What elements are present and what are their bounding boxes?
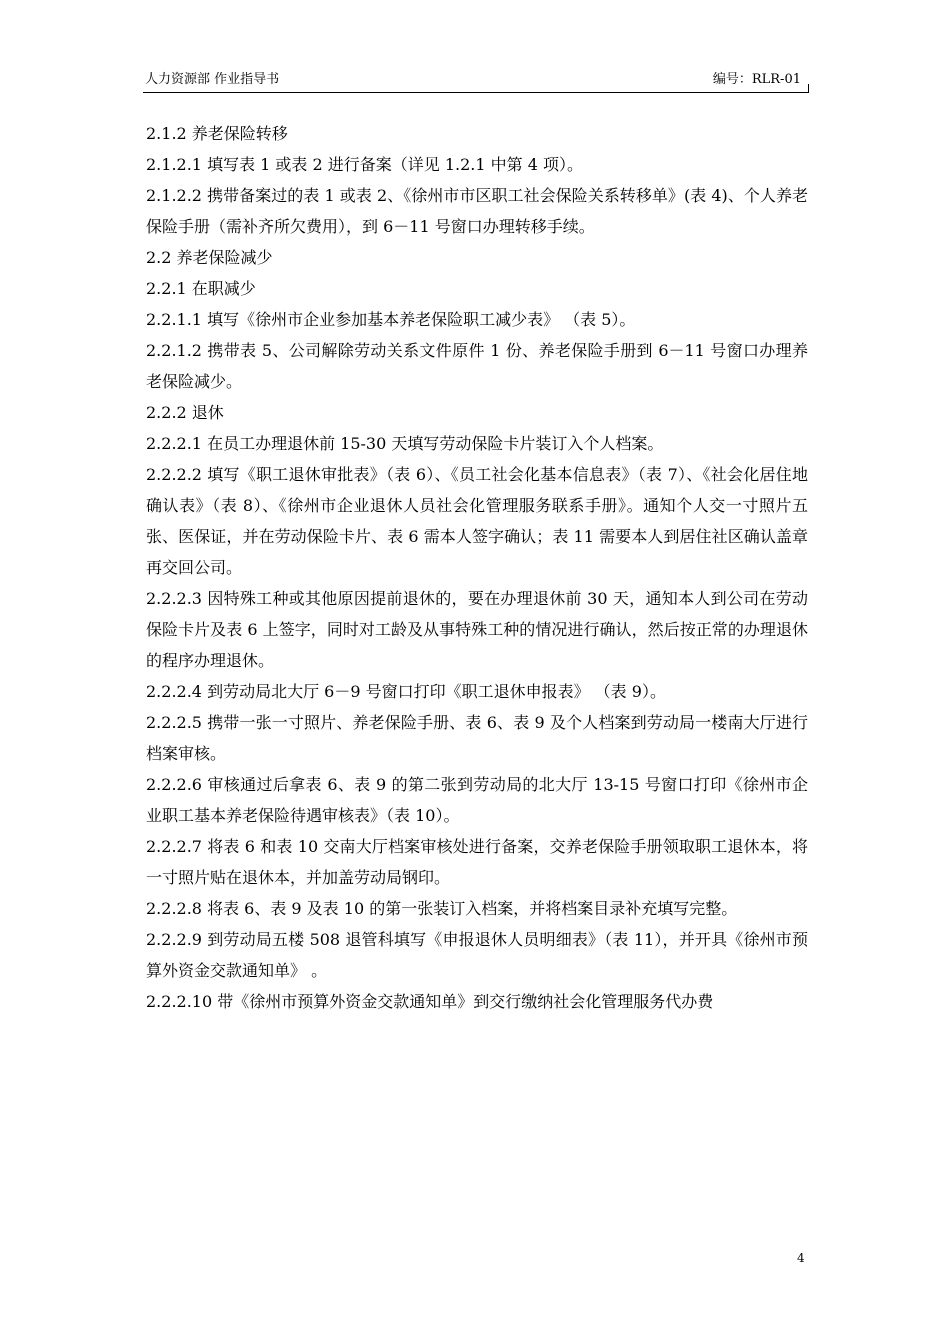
paragraph: 2.2.2.1 在员工办理退休前 15-30 天填写劳动保险卡片装订入个人档案。 [146, 434, 664, 453]
header-document-number: 编号：RLR-01 [712, 72, 801, 87]
document-body [146, 118, 808, 1017]
paragraph: 2.2.2.8 将表 6、表 9 及表 10 的第一张装订入档案，并将档案目录补充填写完整。 [146, 899, 738, 918]
section-heading: 2.1.2 养老保险转移 [146, 124, 288, 143]
header-divider [143, 92, 809, 93]
paragraph: 2.2.2.9 到劳动局五楼 508 退管科填写《申报退休人员明细表》（表 11），并开具《徐州市预算外资金交款通知单》 。 [146, 930, 808, 980]
paragraph: 2.2.2.7 将表 6 和表 10 交南大厅档案审核处进行备案，交养老保险手册领取职工退休本，将一寸照片贴在退休本，并加盖劳动局钢印。 [146, 837, 808, 887]
page-number: 4 [797, 1251, 805, 1265]
paragraph: 2.2.1.2 携带表 5、公司解除劳动关系文件原件 1 份、养老保险手册到 6－11 号窗口办理养老保险减少。 [146, 341, 808, 391]
section-heading: 2.2 养老保险减少 [146, 248, 273, 267]
section-heading: 2.2.2 退休 [146, 403, 224, 422]
paragraph: 2.1.2.2 携带备案过的表 1 或表 2、《徐州市市区职工社会保险关系转移单》(表 4)、个人养老保险手册（需补齐所欠费用），到 6－11 号窗口办理转移手续。 [146, 186, 808, 236]
paragraph: 2.2.2.6 审核通过后拿表 6、表 9 的第二张到劳动局的北大厅 13-15 号窗口打印《徐州市企业职工基本养老保险待遇审核表》（表 10）。 [146, 775, 808, 825]
paragraph: 2.2.2.2 填写《职工退休审批表》（表 6）、《员工社会化基本信息表》（表 7）、《社会化居住地确认表》（表 8）、《徐州市企业退休人员社会化管理服务联系手册》。通知个人交一寸照片五张、医保证，并在劳动保险卡片、表 6 需本人签字确认；表 11 需要本人到居住社区确认盖章再交回公司。 [146, 465, 808, 577]
paragraph: 2.2.2.3 因特殊工种或其他原因提前退休的，要在办理退休前 30 天，通知本人到公司在劳动保险卡片及表 6 上签字，同时对工龄及从事特殊工种的情况进行确认，然后按正常的办理退休的程序办理退休。 [146, 589, 808, 670]
page-header [143, 70, 807, 90]
header-divider-tick [808, 84, 809, 93]
paragraph: 2.2.2.5 携带一张一寸照片、养老保险手册、表 6、表 9 及个人档案到劳动局一楼南大厅进行档案审核。 [146, 713, 808, 763]
header-department-title: 人力资源部 作业指导书 [145, 72, 280, 87]
paragraph: 2.2.2.10 带《徐州市预算外资金交款通知单》到交行缴纳社会化管理服务代办费 [146, 992, 714, 1011]
paragraph: 2.2.1.1 填写《徐州市企业参加基本养老保险职工减少表》 （表 5）。 [146, 310, 636, 329]
paragraph: 2.1.2.1 填写表 1 或表 2 进行备案（详见 1.2.1 中第 4 项）。 [146, 155, 584, 174]
section-heading: 2.2.1 在职减少 [146, 279, 256, 298]
paragraph: 2.2.2.4 到劳动局北大厅 6－9 号窗口打印《职工退休申报表》 （表 9）。 [146, 682, 666, 701]
